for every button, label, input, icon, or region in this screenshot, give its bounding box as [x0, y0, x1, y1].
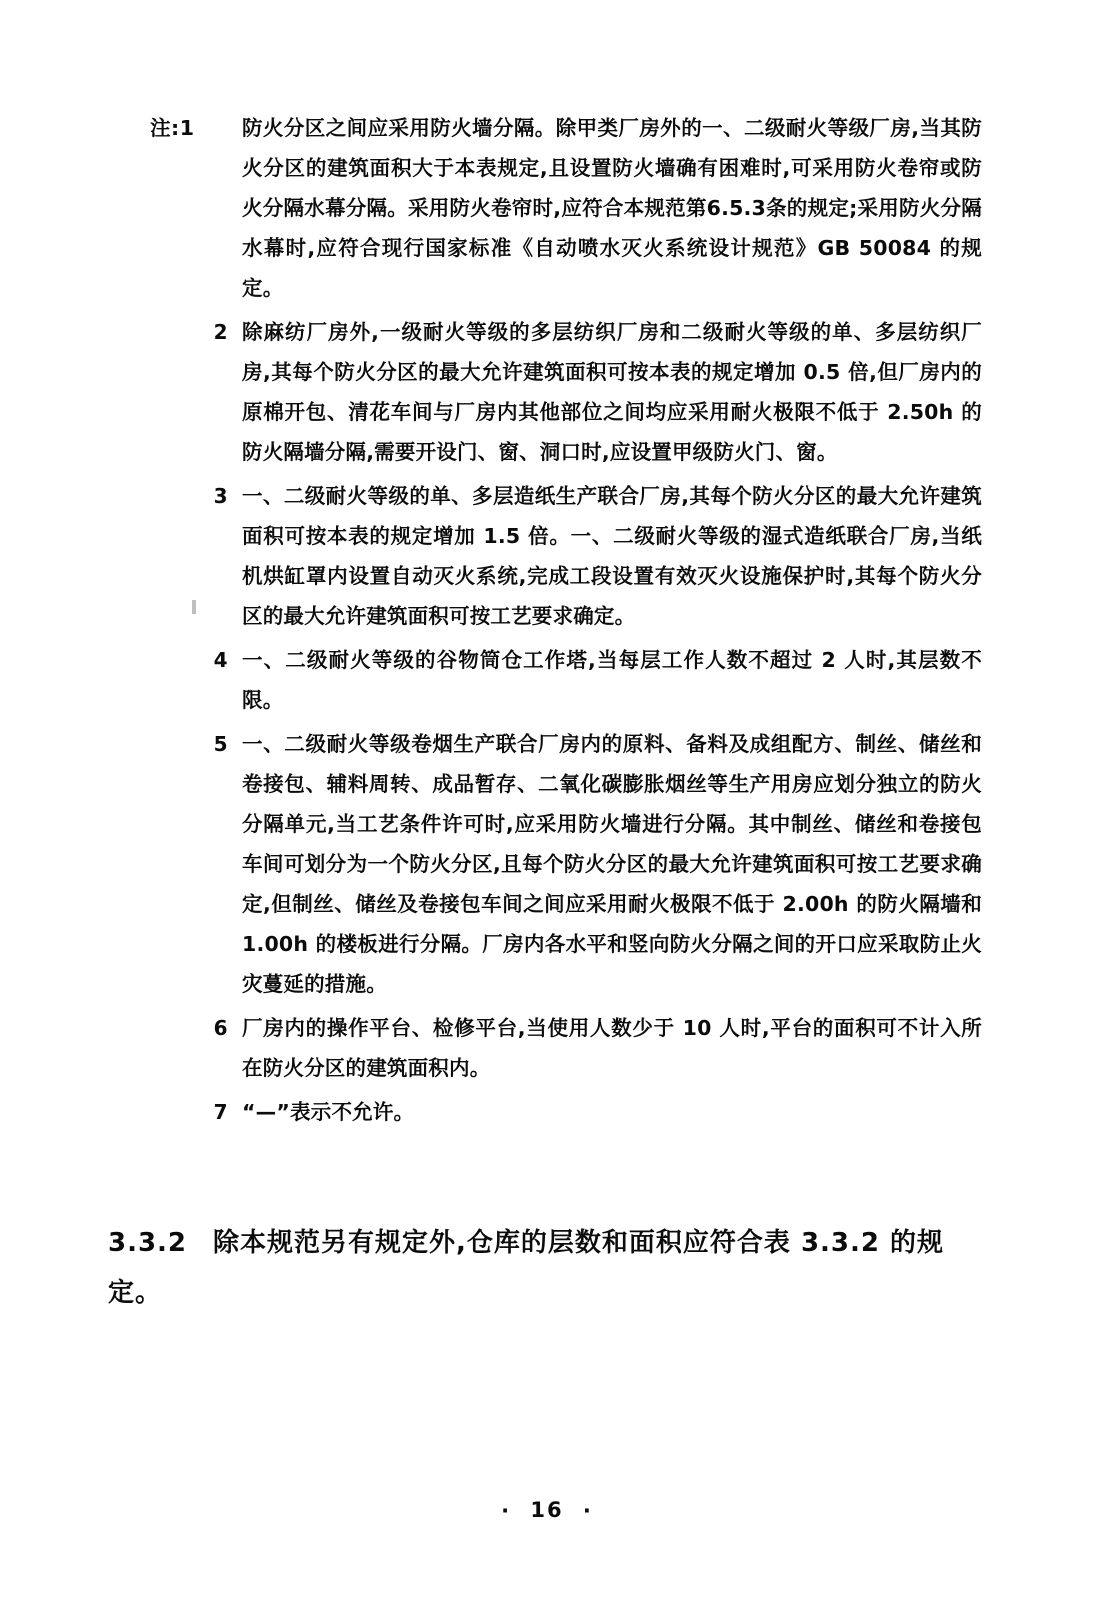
clause-text: 除本规范另有规定外,仓库的层数和面积应符合表 3.3.2 的规定。	[108, 1228, 945, 1308]
footer-left-dot: ·	[501, 1499, 512, 1523]
note-marker: 7	[213, 1100, 228, 1124]
note-text: 一、二级耐火等级的谷物筒仓工作塔,当每层工作人数不超过 2 人时,其层数不限。	[242, 648, 982, 712]
note-marker: 注:1	[150, 116, 195, 140]
note-text: “—”表示不允许。	[242, 1100, 415, 1124]
note-item	[150, 1008, 982, 1088]
note-item	[150, 1092, 982, 1132]
note-item	[150, 108, 982, 308]
notes-block	[150, 108, 982, 1136]
page-footer	[0, 1498, 1094, 1523]
note-marker: 5	[213, 732, 228, 756]
note-text: 除麻纺厂房外,一级耐火等级的多层纺织厂房和二级耐火等级的单、多层纺织厂房,其每个防火分区的最大允许建筑面积可按本表的规定增加 0.5 倍,但厂房内的原棉开包、清花车间与厂房内其他部位之间均应采用耐火极限不低于 2.50h 的防火隔墙分隔,需要开设门、窗、洞口时,应设置甲级防火门、窗。	[242, 320, 982, 464]
note-marker: 3	[213, 484, 228, 508]
clause-number: 3.3.2	[108, 1228, 188, 1258]
note-text: 防火分区之间应采用防火墙分隔。除甲类厂房外的一、二级耐火等级厂房,当其防火分区的建筑面积大于本表规定,且设置防火墙确有困难时,可采用防火卷帘或防火分隔水幕分隔。采用防火卷帘时,应符合本规范第6.5.3条的规定;采用防火分隔水幕时,应符合现行国家标准《自动喷水灭火系统设计规范》GB 50084 的规定。	[242, 116, 982, 300]
note-item	[150, 476, 982, 636]
page-number: 16	[530, 1498, 564, 1522]
note-marker: 2	[213, 320, 228, 344]
note-marker: 6	[213, 1016, 228, 1040]
note-item	[150, 724, 982, 1004]
footer-right-dot: ·	[582, 1499, 593, 1523]
note-text: 一、二级耐火等级的单、多层造纸生产联合厂房,其每个防火分区的最大允许建筑面积可按本表的规定增加 1.5 倍。一、二级耐火等级的湿式造纸联合厂房,当纸机烘缸罩内设置自动灭火系统,完成工段设置有效灭火设施保护时,其每个防火分区的最大允许建筑面积可按工艺要求确定。	[242, 484, 982, 628]
note-item	[150, 640, 982, 720]
clause-3-3-2	[108, 1218, 984, 1318]
note-marker: 4	[213, 648, 228, 672]
note-text: 一、二级耐火等级卷烟生产联合厂房内的原料、备料及成组配方、制丝、储丝和卷接包、辅料周转、成品暂存、二氧化碳膨胀烟丝等生产用房应划分独立的防火分隔单元,当工艺条件许可时,应采用防火墙进行分隔。其中制丝、储丝和卷接包车间可划分为一个防火分区,且每个防火分区的最大允许建筑面积可按工艺要求确定,但制丝、储丝及卷接包车间之间应采用耐火极限不低于 2.00h 的防火隔墙和 1.00h 的楼板进行分隔。厂房内各水平和竖向防火分隔之间的开口应采取防止火灾蔓延的措施。	[242, 732, 982, 996]
note-item	[150, 312, 982, 472]
note-text: 厂房内的操作平台、检修平台,当使用人数少于 10 人时,平台的面积可不计入所在防火分区的建筑面积内。	[242, 1016, 982, 1080]
